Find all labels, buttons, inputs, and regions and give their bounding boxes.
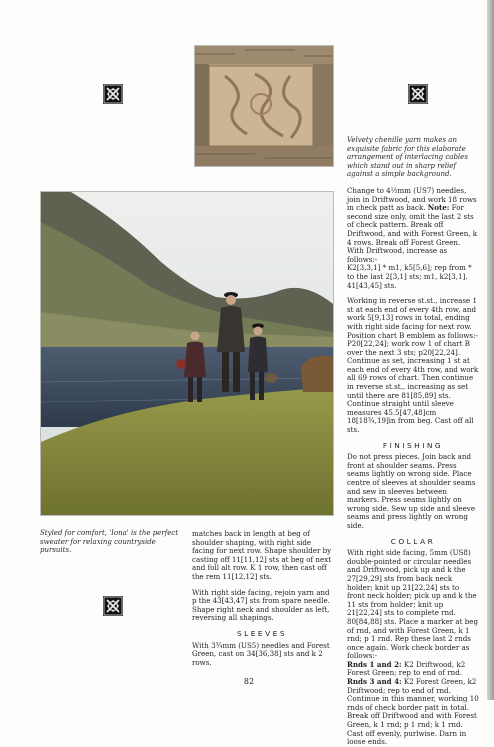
paragraph: Working in reverse st.st., increase 1 st at each end of every 4th row, and work 5[9,13] rows in total, ending with right side facing for next row. Position chart B emblem as follows:- (347, 296, 478, 340)
page-edge (487, 0, 494, 700)
carved-stone-photo (194, 45, 334, 167)
paragraph: Continue in this manner, working 10 rnds of check border patt in total. Break off Driftwood and with Forest Green, k 1 rnd; p 1 rnd; k 1 rnd. Cast off evenly, purlwise. Darn in loose ends. (347, 694, 479, 747)
collar-heading: COLLAR (390, 536, 436, 546)
page-number: 82 (243, 677, 255, 686)
celtic-knot-icon (103, 596, 123, 616)
paragraph: With 3¾mm (US5) needles and Forest Green, cast on 34[36,38] sts and k 2 rows. (192, 640, 330, 667)
landscape-photo-caption: Styled for comfort, 'Iona' is the perfect sweater for relaxing countryside pursuits. (40, 529, 179, 555)
paragraph: matches back in length at beg of shoulder shaping, with right side facing for next row. Shape shoulder by casting off 11[11,12] sts at beg of next and foll alt row. K 1 row, then cast off the rem 11[12,12] sts. (192, 529, 332, 581)
paragraph: Rnds 3 and 4: K2 Forest Green, k2 Driftwood; rep to end of rnd. (347, 677, 477, 695)
paragraph: With right side facing, rejoin yarn and p the 43[43,47] sts from spare needle. Shape right neck and shoulder as left, reversing all shapings. (192, 587, 330, 623)
celtic-knot-icon (103, 84, 123, 104)
sleeves-heading: SLEEVES (236, 628, 288, 638)
middle-text-column (192, 530, 332, 667)
paragraph: Rnds 1 and 2: K2 Driftwood, k2 Forest Green; rep to end of rnd. (347, 659, 466, 678)
right-text-column (347, 187, 479, 747)
stone-photo-caption: Velvety chenille yarn makes an exquisite fabric for this elaborate arrangement of interlacing cables which stand out in sharp relief against a simple background. (347, 136, 468, 179)
paragraph: With right side facing, 5mm (US8) double-pointed or circular needles and Driftwood, pick up and k the 27[29,29] sts from back neck holder; knit up 21[22,24] sts to front neck holder; pick up and k the 11 sts from holder; knit up 21[22,24] sts to complete rnd. 80[84,88] sts. Place a marker at beg of rnd, and with Forest Green, k 1 rnd; p 1 rnd. Rep these last 2 rnds once again. Work check border as follows:- (347, 548, 479, 661)
celtic-knot-icon (408, 84, 428, 104)
paragraph: Do not press pieces. Join back and front at shoulder seams. Press seams lightly on wrong side. Place centre of sleeves at shoulder seams and sew in sleeves between markers. Press seams lightly on wrong side. Sew up side and sleeve seams and press lightly on wrong side. (347, 452, 476, 530)
finishing-heading: FINISHING (382, 440, 444, 450)
paragraph: P20[22,24]; work row 1 of chart B over the next 3 sts; p20[22,24]. Continue as set, increasing 1 st at each end of every 4th row, and work all 69 rows of chart. Then continue in reverse st.st., increasing as set until there are 81[85,89] sts. Continue straight until sleeve measures 45.5[47,48]cm 18[18¾,19]in from beg. Cast off all sts. (347, 339, 479, 435)
paragraph: Change to 4½mm (US7) needles, join in Driftwood, and work 18 rows in check patt as back. Note: For second size only, omit the last 2 sts of check pattern. Break off Driftwood, and with Forest Green, k 4 rows. Break off Forest Green. With Driftwood, increase as follows:- (347, 186, 478, 264)
paragraph: K2[3,3,1] * m1, k5[5,6]; rep from * to the last 2[3,1] sts; m1, k2[3,1]. 41[43,45] sts. (347, 263, 472, 290)
landscape-photo (40, 191, 334, 516)
